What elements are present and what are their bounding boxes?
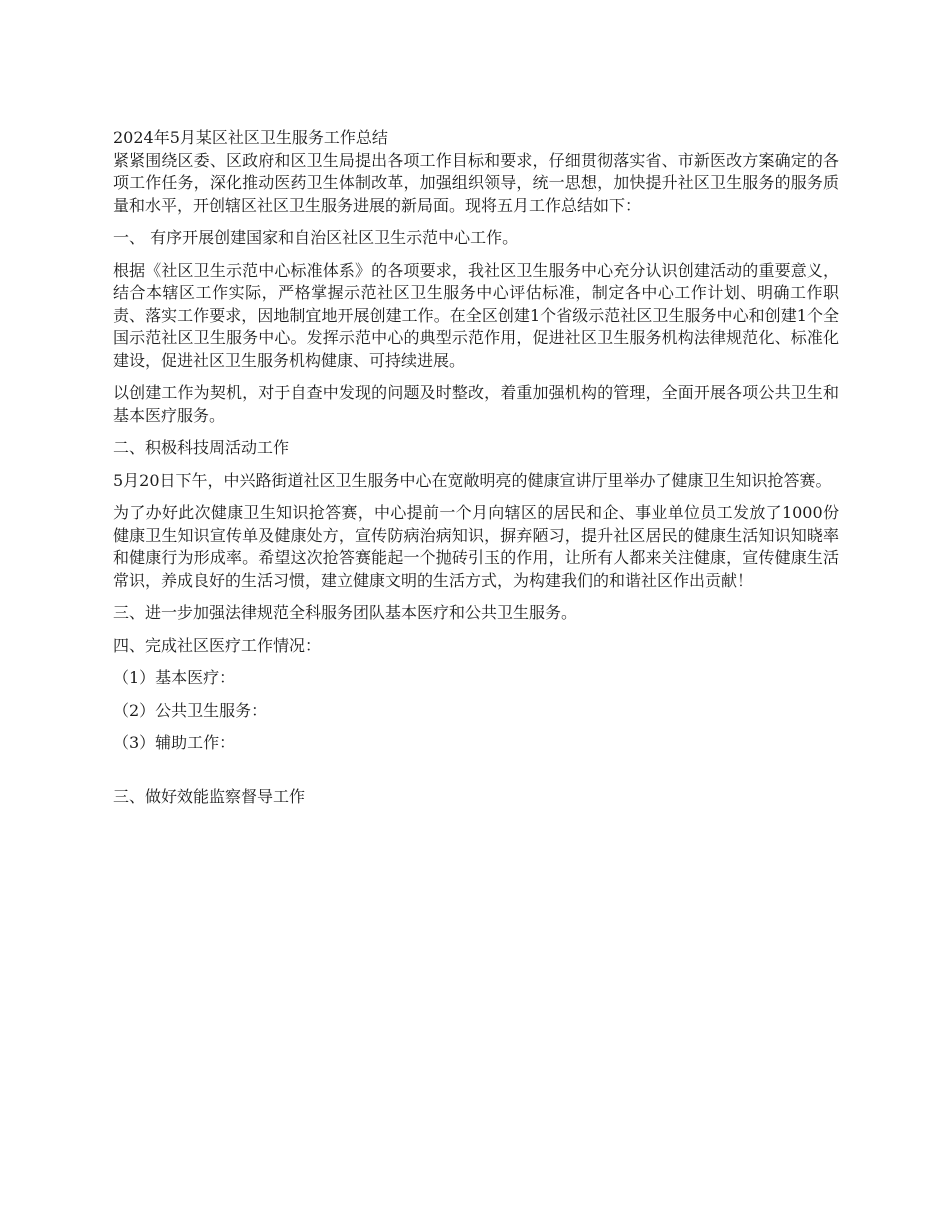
document-title: 2024年5月某区社区卫生服务工作总结 [113,128,388,147]
list-item-auxiliary-work: （3）辅助工作： [113,733,236,752]
list-item-public-health: （2）公共卫生服务： [113,700,268,720]
section-1-paragraph-1: 根据《社区卫生示范中心标准体系》的各项要求，我社区卫生服务中心充分认识创建活动的重要意义，结合本辖区工作实际，严格掌握示范社区卫生服务中心评估标准，制定各中心工作计划、明确工作职责、落实工作要求，因地制宜地开展创建工作。在全区创建1个省级示范社区卫生服务中心和创建1个全国示范社区卫生服务中心。发挥示范中心的典型示范作用，促进社区卫生服务机构法律规范化、标准化建设，促进社区卫生服务机构健康、可持续进展。 [113,260,839,370]
section-1-paragraph-2: 以创建工作为契机，对于自查中发现的问题及时整改，着重加强机构的管理，全面开展各项公共卫生和基本医疗服务。 [113,383,839,425]
section-3-heading: 三、进一步加强法律规范全科服务团队基本医疗和公共卫生服务。 [113,603,578,622]
list-item-basic-medical: （1）基本医疗： [113,668,236,687]
intro-paragraph: 紧紧围绕区委、区政府和区卫生局提出各项工作目标和要求，仔细贯彻落实省、市新医改方案确定的各项工作任务，深化推动医药卫生体制改革，加强组织领导，统一思想，加快提升社区卫生服务的服务质量和水平，开创辖区社区卫生服务进展的新局面。现将五月工作总结如下： [113,150,839,215]
section-2-paragraph-1: 5月20日下午，中兴路街道社区卫生服务中心在宽敞明亮的健康宣讲厅里举办了健康卫生知识抢答赛。 [113,470,832,490]
document-page [113,127,839,808]
section-4-heading: 四、完成社区医疗工作情况： [113,635,322,655]
section-1-heading: 一、 有序开展创建国家和自治区社区卫生示范中心工作。 [113,228,519,247]
section-5-heading: 三、做好效能监察督导工作 [113,786,306,806]
section-2-heading: 二、积极科技周活动工作 [113,438,290,457]
section-2-paragraph-2: 为了办好此次健康卫生知识抢答赛，中心提前一个月向辖区的居民和企、事业单位员工发放了1000份健康卫生知识宣传单及健康处方，宣传防病治病知识，摒弃陋习，提升社区居民的健康生活知识知晓率和健康行为形成率。希望这次抢答赛能起一个抛砖引玉的作用，让所有人都来关注健康，宣传健康生活常识，养成良好的生活习惯，建立健康文明的生活方式，为构建我们的和谐社区作出贡献！ [113,503,839,590]
